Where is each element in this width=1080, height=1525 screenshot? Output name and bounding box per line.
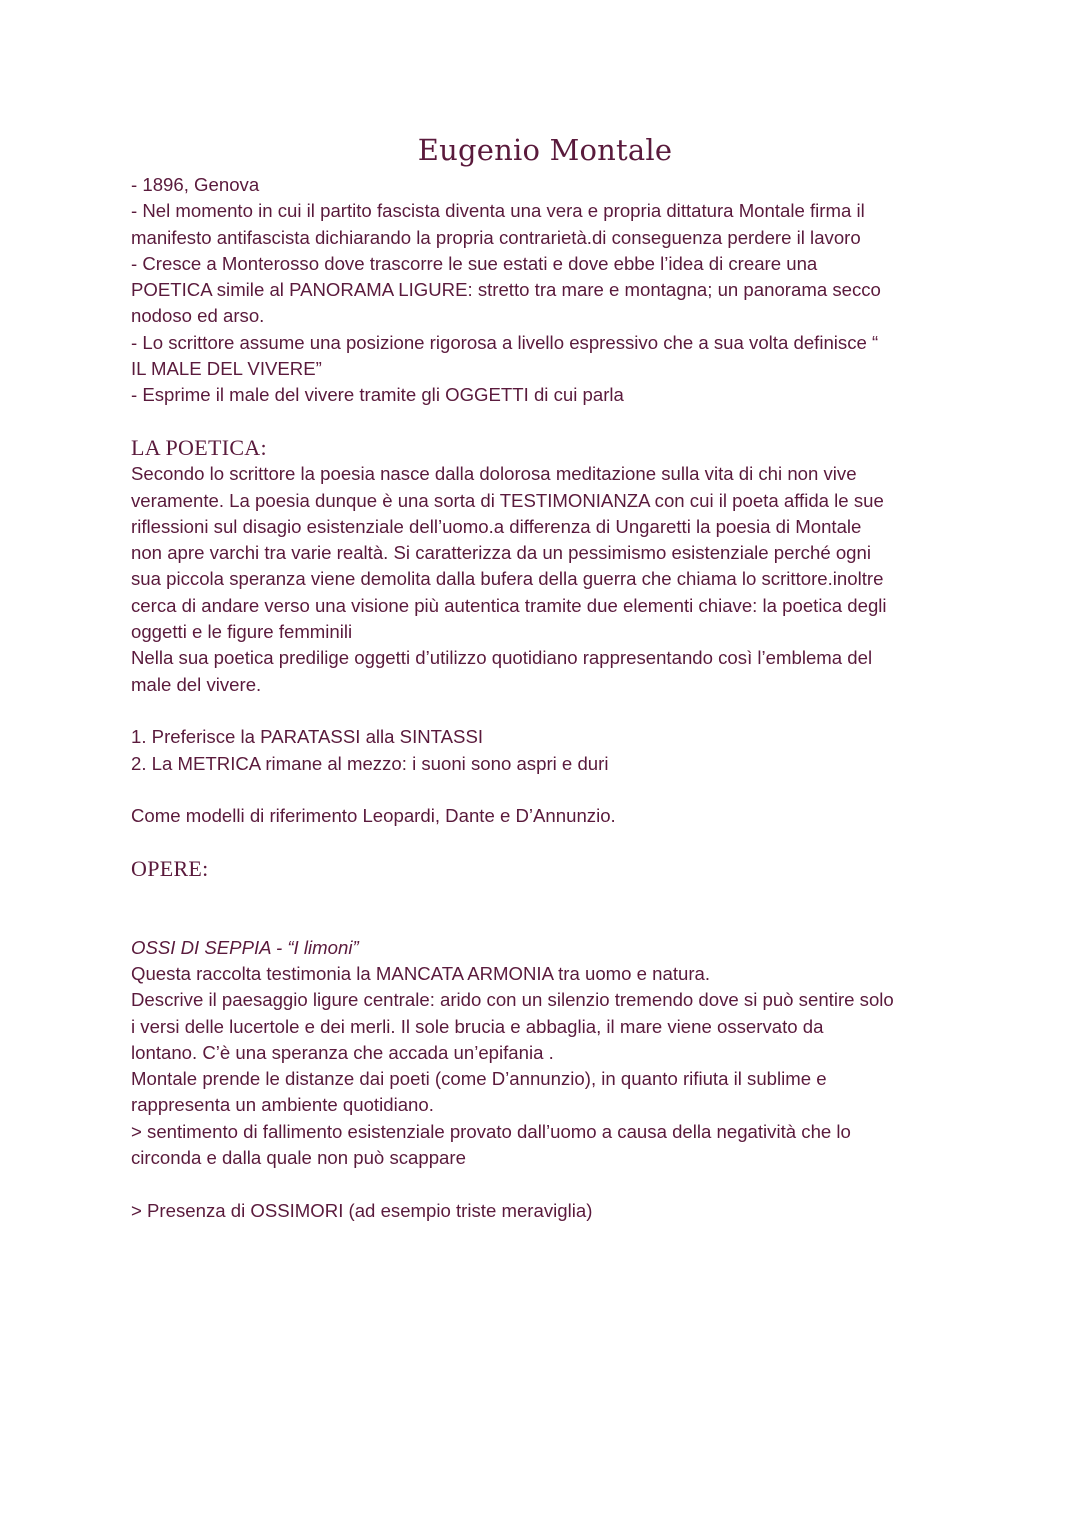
page-title: Eugenio Montale bbox=[417, 133, 673, 167]
poetica-line: Nella sua poetica predilige oggetti d’utilizzo quotidiano rappresentando così l’emblema del bbox=[131, 647, 873, 669]
poetica-line: non apre varchi tra varie realtà. Si caratterizza da un pessimismo esistenziale perché ogni bbox=[131, 542, 871, 564]
intro-line: POETICA simile al PANORAMA LIGURE: stretto tra mare e montagna; un panorama secco bbox=[131, 279, 881, 301]
poetica-models: Come modelli di riferimento Leopardi, Dante e D’Annunzio. bbox=[131, 805, 616, 827]
opere-line: i versi delle lucertole e dei merli. Il sole brucia e abbaglia, il mare viene osservato da bbox=[131, 1015, 824, 1037]
intro-line: nodoso ed arso. bbox=[131, 305, 265, 327]
opere-line: rappresenta un ambiente quotidiano. bbox=[131, 1094, 434, 1116]
opere-heading: OPERE: bbox=[131, 855, 209, 881]
intro-section bbox=[131, 172, 961, 1224]
opere-line: > sentimento di fallimento esistenziale provato dall’uomo a causa della negatività che lo bbox=[131, 1120, 851, 1142]
poetica-line: oggetti e le figure femminili bbox=[131, 621, 353, 643]
intro-line: - Lo scrittore assume una posizione rigorosa a livello espressivo che a sua volta definisce “ bbox=[131, 331, 879, 353]
opere-line: Descrive il paesaggio ligure centrale: arido con un silenzio tremendo dove si può sentire solo bbox=[131, 989, 894, 1011]
intro-line: - Cresce a Monterosso dove trascorre le sue estati e dove ebbe l’idea di creare una bbox=[131, 252, 818, 274]
poetica-line: cerca di andare verso una visione più autentica tramite due elementi chiave: la poetica degli bbox=[131, 594, 887, 616]
intro-line: - Nel momento in cui il partito fascista diventa una vera e propria dittatura Montale firma il bbox=[131, 200, 865, 222]
intro-line: - 1896, Genova bbox=[131, 174, 260, 195]
poetica-line: sua piccola speranza viene demolita dalla bufera della guerra che chiama lo scrittore.inoltre bbox=[131, 568, 884, 590]
opere-line: Questa raccolta testimonia la MANCATA ARMONIA tra uomo e natura. bbox=[131, 962, 711, 984]
opere-note: > Presenza di OSSIMORI (ad esempio triste meraviglia) bbox=[131, 1199, 593, 1221]
document-page bbox=[131, 128, 961, 1224]
poetica-list-item: 1. Preferisce la PARATASSI alla SINTASSI bbox=[131, 726, 484, 748]
poetica-line: Secondo lo scrittore la poesia nasce dalla dolorosa meditazione sulla vita di chi non vive bbox=[131, 463, 857, 485]
poetica-line: veramente. La poesia dunque è una sorta di TESTIMONIANZA con cui il poeta affida le sue bbox=[131, 489, 884, 511]
intro-line: manifesto antifascista dichiarando la propria contrarietà.di conseguenza perdere il lavoro bbox=[131, 226, 861, 248]
opere-line: circonda e dalla quale non può scappare bbox=[131, 1146, 466, 1168]
intro-line: - Esprime il male del vivere tramite gli OGGETTI di cui parla bbox=[131, 384, 624, 406]
intro-line: IL MALE DEL VIVERE” bbox=[131, 358, 322, 380]
poetica-line: male del vivere. bbox=[131, 673, 262, 695]
opere-line: Montale prende le distanze dai poeti (come D’annunzio), in quanto rifiuta il sublime e bbox=[131, 1068, 827, 1090]
opere-line: lontano. C’è una speranza che accada un’epifania . bbox=[131, 1041, 554, 1063]
work-title: OSSI DI SEPPIA - “I limoni” bbox=[131, 936, 359, 958]
poetica-line: riflessioni sul disagio esistenziale dell’uomo.a differenza di Ungaretti la poesia di Montale bbox=[131, 515, 862, 537]
poetica-list-item: 2. La METRICA rimane al mezzo: i suoni sono aspri e duri bbox=[131, 752, 609, 774]
poetica-heading: LA POETICA: bbox=[131, 434, 267, 460]
